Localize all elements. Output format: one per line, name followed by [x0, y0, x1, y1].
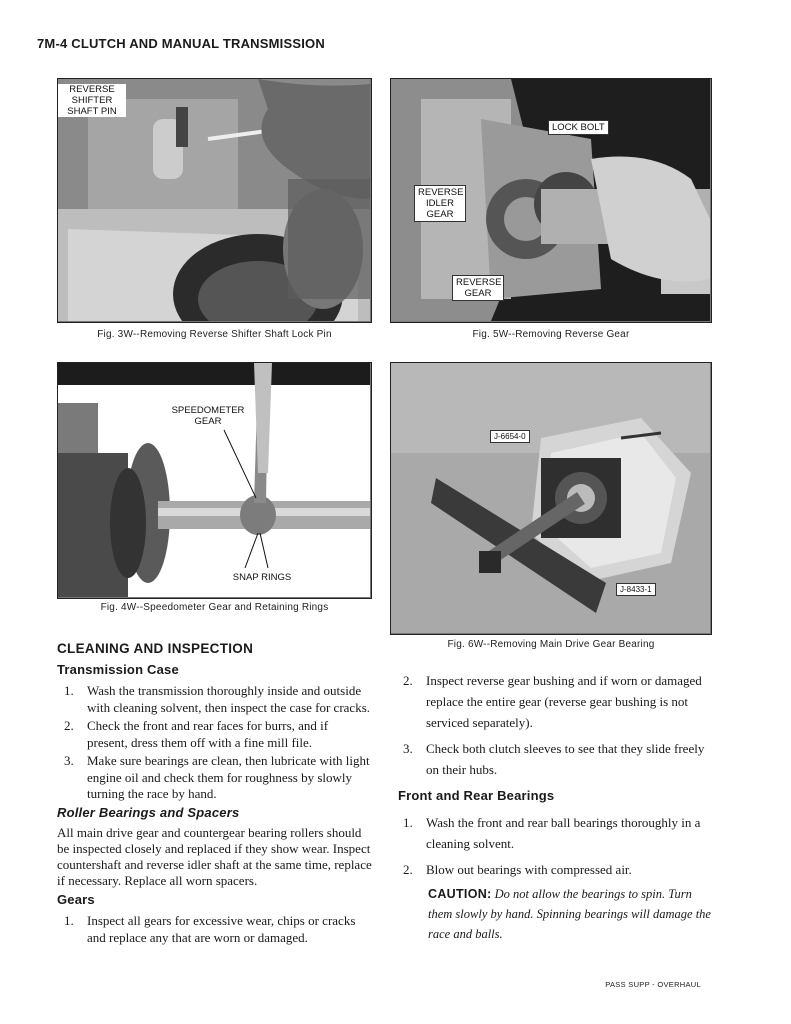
leader-lines-fig-4w [210, 428, 290, 568]
subsection-transmission-case: Transmission Case [57, 662, 179, 677]
item-number: 3. [64, 753, 74, 768]
callout-reverse-shifter-shaft-pin [58, 84, 126, 117]
list-item [64, 913, 372, 946]
caution-label: CAUTION: [428, 887, 492, 901]
item-text: Check both clutch sleeves to see that they slide freely on their hubs. [426, 741, 705, 777]
item-number: 2. [64, 718, 74, 733]
item-text: Check the front and rear faces for burrs, and if present, dress them off with a fine mill file. [87, 718, 329, 750]
photo-fig-6w [390, 362, 712, 635]
item-text: Wash the front and rear ball bearings thoroughly in a cleaning solvent. [426, 815, 701, 851]
item-text: Blow out bearings with compressed air. [426, 862, 632, 877]
page-footer: PASS SUPP - OVERHAUL [605, 980, 701, 989]
subsection-roller-bearings: Roller Bearings and Spacers [57, 805, 240, 820]
item-number: 1. [403, 815, 413, 830]
list-item [403, 812, 712, 854]
list-item [64, 718, 372, 751]
list-item [64, 753, 372, 803]
caption-fig-6w: Fig. 6W--Removing Main Drive Gear Bearing [447, 639, 655, 650]
item-number: 1. [64, 913, 74, 928]
subsection-front-rear-bearings: Front and Rear Bearings [398, 788, 555, 803]
item-number: 1. [64, 683, 74, 698]
list-item [403, 859, 712, 880]
list-item [403, 670, 712, 733]
subsection-gears: Gears [57, 892, 95, 907]
list-item [403, 738, 712, 780]
callout-reverse-idler-gear: REVERSE IDLER GEAR [414, 185, 466, 222]
item-number: 3. [403, 741, 413, 756]
callout-text: REVERSE SHIFTER SHAFT PIN [67, 84, 117, 117]
section-title-cleaning: CLEANING AND INSPECTION [57, 641, 254, 656]
item-text: Inspect all gears for excessive wear, chips or cracks and replace any that are worn or damaged. [87, 913, 356, 945]
caption-fig-3w: Fig. 3W--Removing Reverse Shifter Shaft Lock Pin [97, 329, 332, 340]
callout-speedometer-gear: SPEEDOMETER GEAR [171, 405, 245, 427]
item-number: 2. [403, 673, 413, 688]
item-text: Make sure bearings are clean, then lubricate with light engine oil and check them for roughness by slowly turning the race by hand. [87, 753, 370, 801]
callout-lock-bolt: LOCK BOLT [548, 120, 609, 135]
caption-fig-4w: Fig. 4W--Speedometer Gear and Retaining Rings [100, 602, 329, 613]
caution-note [428, 884, 712, 944]
callout-j-6654-0: J-6654-0 [490, 430, 530, 443]
callout-reverse-gear: REVERSE GEAR [452, 275, 504, 301]
item-text: Wash the transmission thoroughly inside and outside with cleaning solvent, then inspect the case for cracks. [87, 683, 371, 715]
caution-text: Do not allow the bearings to spin. Turn them slowly by hand. Spinning bearings will damage the race and balls. [428, 887, 711, 941]
caption-fig-5w: Fig. 5W--Removing Reverse Gear [472, 329, 630, 340]
page-header: 7M-4 CLUTCH AND MANUAL TRANSMISSION [37, 36, 325, 51]
item-number: 2. [403, 862, 413, 877]
list-item [64, 683, 372, 716]
item-text: Inspect reverse gear bushing and if worn or damaged replace the entire gear (reverse gear bushing is not serviced separately). [426, 673, 702, 730]
callout-j-8433-1: J-8433-1 [616, 583, 656, 596]
callout-snap-rings: SNAP RINGS [232, 572, 292, 583]
roller-bearings-paragraph: All main drive gear and countergear bearing rollers should be inspected closely and replaced if they show wear. Inspect countershaft and reverse idler shaft at the same time, replace if necessary. Replace all worn spacers. [57, 825, 372, 888]
